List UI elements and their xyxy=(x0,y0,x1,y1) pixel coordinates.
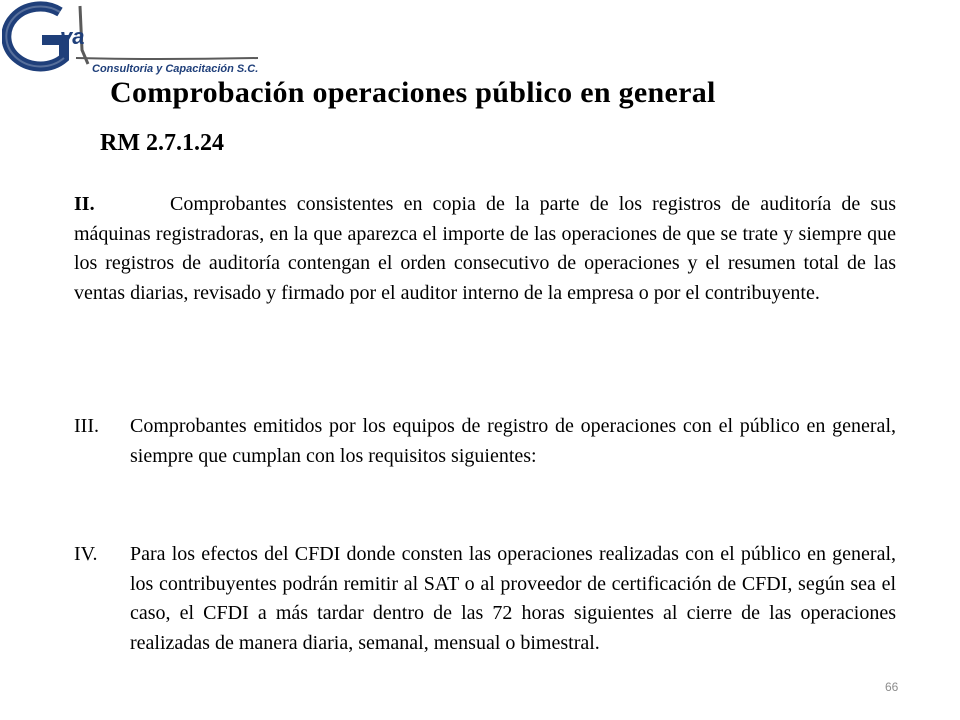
list-item-ii xyxy=(74,190,896,308)
list-item-number: IV. xyxy=(74,543,98,565)
list-item-iv xyxy=(74,540,896,658)
company-logo xyxy=(2,0,264,80)
list-item-iii xyxy=(74,412,896,471)
page-number: 66 xyxy=(885,680,899,694)
rule-reference: RM 2.7.1.24 xyxy=(100,130,224,156)
list-item-number: II. xyxy=(74,193,95,215)
list-item-number: III. xyxy=(74,415,99,437)
logo-company-name: Consultoria y Capacitación S.C. xyxy=(92,63,259,75)
list-item-text: Comprobantes emitidos por los equipos de registro de operaciones con el público en general, siempre que cumplan con los requisitos siguientes: xyxy=(130,415,896,467)
logo-mark: va xyxy=(60,24,85,49)
list-item-text: Para los efectos del CFDI donde consten las operaciones realizadas con el público en general, los contribuyentes podrán remitir al SAT o al proveedor de certificación de CFDI, según sea el caso, el CFDI a más tardar dentro de las 72 horas siguientes al cierre de las operaciones realizadas de manera diaria, semanal, mensual o bimestral. xyxy=(130,543,896,654)
page-title: Comprobación operaciones público en general xyxy=(110,76,716,109)
list-item-text: Comprobantes consistentes en copia de la parte de los registros de auditoría de sus máquinas registradoras, en la que aparezca el importe de las operaciones de que se trate y siempre que los registros de auditoría contengan el orden consecutivo de operaciones y el resumen total de las ventas diarias, revisado y firmado por el auditor interno de la empresa o por el contribuyente. xyxy=(74,193,896,304)
